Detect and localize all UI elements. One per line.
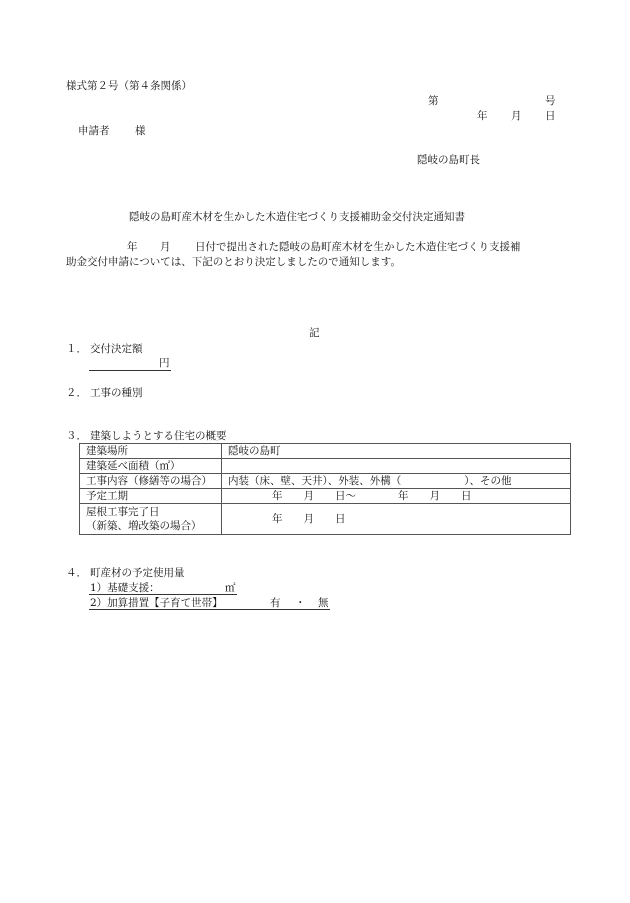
body-year: 年 bbox=[127, 241, 138, 253]
outline-table bbox=[79, 443, 571, 535]
table-row bbox=[80, 474, 571, 489]
row-label-line2: （新築、増改築の場合） bbox=[86, 520, 202, 532]
addressee: 申請者 bbox=[78, 125, 110, 137]
section1-number: １． bbox=[66, 343, 87, 355]
row-label: 建築場所 bbox=[80, 444, 222, 459]
option-yes: 有 bbox=[270, 597, 281, 609]
section4-label: 町産材の予定使用量 bbox=[90, 567, 185, 579]
section1-label: 交付決定額 bbox=[90, 343, 143, 355]
table-row bbox=[80, 489, 571, 504]
childcare-addition-label: 2）加算措置【子育て世帯】 bbox=[90, 597, 223, 609]
row-label: 建築延べ面積（㎡） bbox=[80, 459, 222, 474]
body-line2: 助金交付申請については、下記のとおり決定しましたので通知します。 bbox=[66, 256, 401, 268]
row-label-line1: 屋根工事完了日 bbox=[86, 506, 160, 518]
amount-underline bbox=[89, 370, 171, 371]
issuer: 隠岐の島町長 bbox=[417, 154, 480, 166]
doc-number-suffix: 号 bbox=[545, 95, 556, 107]
base-support-underline bbox=[89, 594, 237, 595]
date-year: 年 bbox=[477, 110, 488, 122]
row-value: 年 月 日～ 年 月 日 bbox=[222, 489, 571, 504]
row-label: 予定工期 bbox=[80, 489, 222, 504]
date-month: 月 bbox=[511, 110, 522, 122]
table-row bbox=[80, 459, 571, 474]
row-value: 年 月 日 bbox=[222, 504, 571, 535]
childcare-underline bbox=[89, 609, 330, 610]
section4-number: ４． bbox=[66, 567, 87, 579]
body-line1: 日付で提出された隠岐の島町産木材を生かした木造住宅づくり支援補 bbox=[195, 241, 521, 253]
honorific: 様 bbox=[135, 125, 146, 137]
option-separator: ・ bbox=[295, 597, 306, 609]
section1-unit: 円 bbox=[159, 357, 170, 369]
form-number: 様式第２号（第４条関係） bbox=[66, 80, 192, 92]
base-support-unit: ㎡ bbox=[225, 582, 236, 594]
date-day: 日 bbox=[545, 110, 556, 122]
ki-heading: 記 bbox=[309, 327, 320, 339]
table-row bbox=[80, 504, 571, 535]
row-value: 内装（床、壁、天井）、外装、外構（ ）、その他 bbox=[222, 474, 571, 489]
doc-number-prefix: 第 bbox=[428, 95, 439, 107]
row-value bbox=[222, 459, 571, 474]
table-row bbox=[80, 444, 571, 459]
section2-label: 工事の種別 bbox=[90, 387, 143, 399]
option-no: 無 bbox=[318, 597, 329, 609]
body-month: 月 bbox=[160, 241, 171, 253]
row-label bbox=[80, 504, 222, 535]
row-label: 工事内容（修繕等の場合） bbox=[80, 474, 222, 489]
row-value: 隠岐の島町 bbox=[222, 444, 571, 459]
document-title: 隠岐の島町産木材を生かした木造住宅づくり支援補助金交付決定通知書 bbox=[129, 211, 465, 223]
section2-number: ２． bbox=[66, 387, 87, 399]
base-support-label: 1）基礎支援： bbox=[90, 582, 160, 594]
section3-label: 建築しようとする住宅の概要 bbox=[90, 430, 227, 442]
section3-number: ３． bbox=[66, 430, 87, 442]
